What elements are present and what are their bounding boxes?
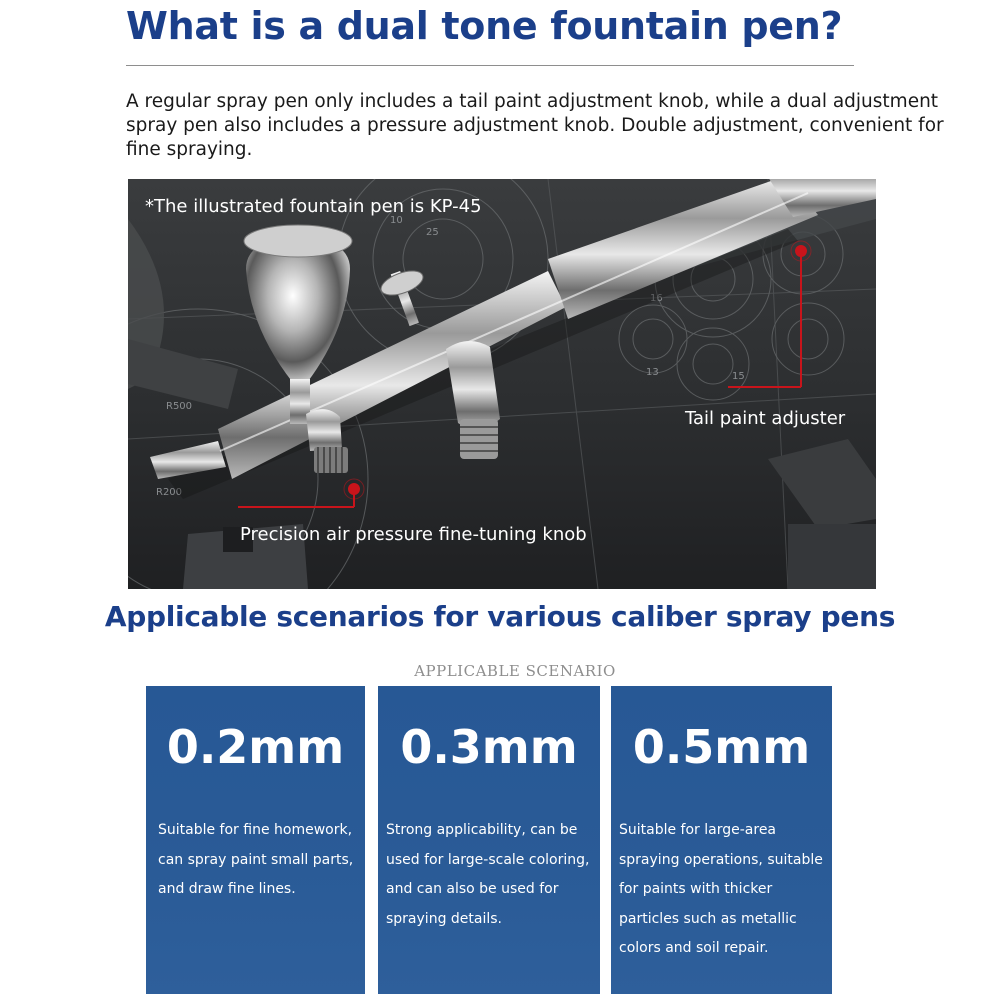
svg-text:R500: R500 xyxy=(166,401,193,412)
title-divider xyxy=(126,65,854,66)
scenario-card-0-5mm xyxy=(611,686,832,994)
svg-text:16: 16 xyxy=(650,293,663,304)
scenarios-subheading: APPLICABLE SCENARIO xyxy=(414,662,616,680)
scenarios-heading: Applicable scenarios for various caliber spray pens xyxy=(104,600,896,633)
nozzle-size: 0.2mm xyxy=(166,720,345,774)
svg-text:10: 10 xyxy=(390,215,403,226)
scenario-description: Suitable for large-area spraying operations, suitable for paints with thicker particles such as metallic colors and soil repair. xyxy=(619,822,823,956)
intro-paragraph: A regular spray pen only includes a tail paint adjustment knob, while a dual adjustment spray pen also includes a pressure adjustment knob. Double adjustment, convenient for fine spraying. xyxy=(126,91,944,160)
scenario-description: Strong applicability, can be used for large-scale coloring, and can also be used for spraying details. xyxy=(386,822,590,927)
airbrush-photo xyxy=(128,179,876,589)
scenario-description: Suitable for fine homework, can spray paint small parts, and draw fine lines. xyxy=(158,822,354,897)
scenario-card-0-3mm xyxy=(378,686,600,994)
svg-text:R200: R200 xyxy=(156,487,183,498)
scenario-card-0-2mm xyxy=(146,686,365,994)
svg-text:13: 13 xyxy=(646,367,659,378)
tail-paint-adjuster-label: Tail paint adjuster xyxy=(685,408,846,429)
nozzle-size: 0.5mm xyxy=(632,720,811,774)
page-title: What is a dual tone fountain pen? xyxy=(126,4,843,48)
svg-text:25: 25 xyxy=(426,227,439,238)
pressure-knob-label: Precision air pressure fine-tuning knob xyxy=(240,524,587,545)
nozzle-size: 0.3mm xyxy=(400,720,578,774)
svg-text:15: 15 xyxy=(732,371,745,382)
model-note: *The illustrated fountain pen is KP-45 xyxy=(145,196,482,217)
